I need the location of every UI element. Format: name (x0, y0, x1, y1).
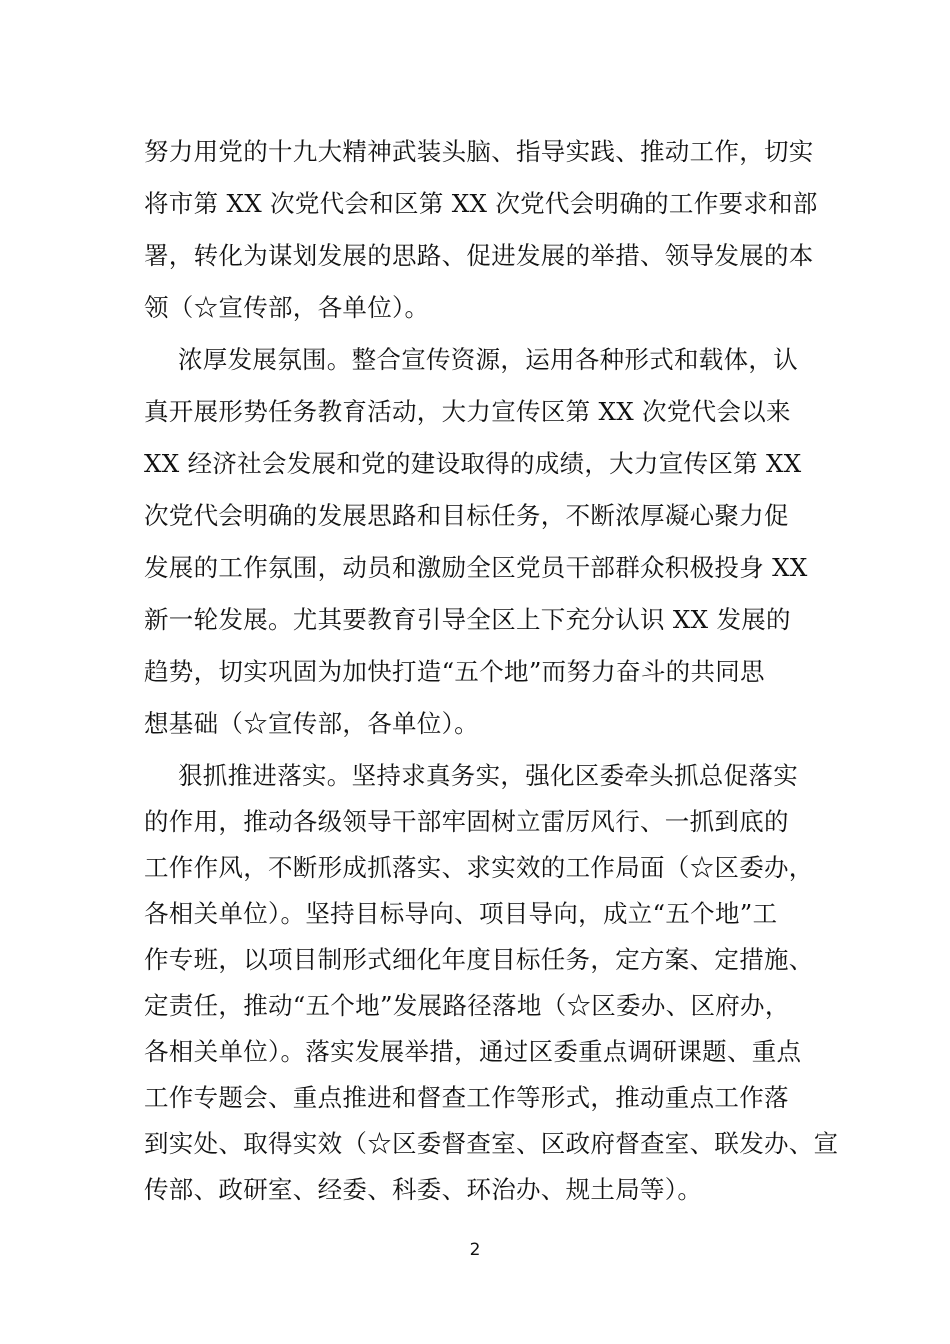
text-line: 领（☆宣传部，各单位）。 (144, 293, 430, 322)
text-line: 署，转化为谋划发展的思路、促进发展的举措、领导发展的本 (144, 241, 814, 270)
text-line: 各相关单位）。落实发展举措，通过区委重点调研课题、重点 (144, 1037, 802, 1066)
text-line: 作专班，以项目制形式细化年度目标任务，定方案、定措施、 (144, 945, 814, 974)
text-line: 各相关单位）。坚持目标导向、项目导向，成立“五个地”工 (144, 899, 778, 928)
text-line: 浓厚发展氛围。整合宣传资源，运用各种形式和载体，认 (178, 345, 798, 374)
text-line: 到实处、取得实效（☆区委督查室、区政府督查室、联发办、宣 (144, 1129, 839, 1158)
text-line: 次党代会明确的发展思路和目标任务，不断浓厚凝心聚力促 (144, 501, 789, 530)
text-line: 工作作风，不断形成抓落实、求实效的工作局面（☆区委办， (144, 853, 814, 882)
text-line: 努力用党的十九大精神武装头脑、指导实践、推动工作，切实 (144, 137, 814, 166)
page-number: 2 (469, 1240, 481, 1260)
text-line: 将市第 XX 次党代会和区第 XX 次党代会明确的工作要求和部 (144, 189, 818, 218)
text-line: 狠抓推进落实。坚持求真务实，强化区委牵头抓总促落实 (178, 761, 798, 790)
text-line: 趋势，切实巩固为加快打造“五个地”而努力奋斗的共同思 (144, 657, 765, 686)
text-line: 工作专题会、重点推进和督查工作等形式，推动重点工作落 (144, 1083, 789, 1112)
text-line: 的作用，推动各级领导干部牢固树立雷厉风行、一抓到底的 (144, 807, 789, 836)
text-line: 传部、政研室、经委、科委、环治办、规土局等）。 (144, 1175, 703, 1204)
text-line: 真开展形势任务教育活动，大力宣传区第 XX 次党代会以来 (144, 397, 791, 426)
text-line: 定责任，推动“五个地”发展路径落地（☆区委办、区府办， (144, 991, 790, 1020)
text-line: 想基础（☆宣传部，各单位）。 (144, 709, 479, 738)
text-line: 发展的工作氛围，动员和激励全区党员干部群众积极投身 XX (144, 553, 808, 582)
text-line: 新一轮发展。尤其要教育引导全区上下充分认识 XX 发展的 (144, 605, 791, 634)
text-line: XX 经济社会发展和党的建设取得的成绩，大力宣传区第 XX (144, 449, 802, 478)
